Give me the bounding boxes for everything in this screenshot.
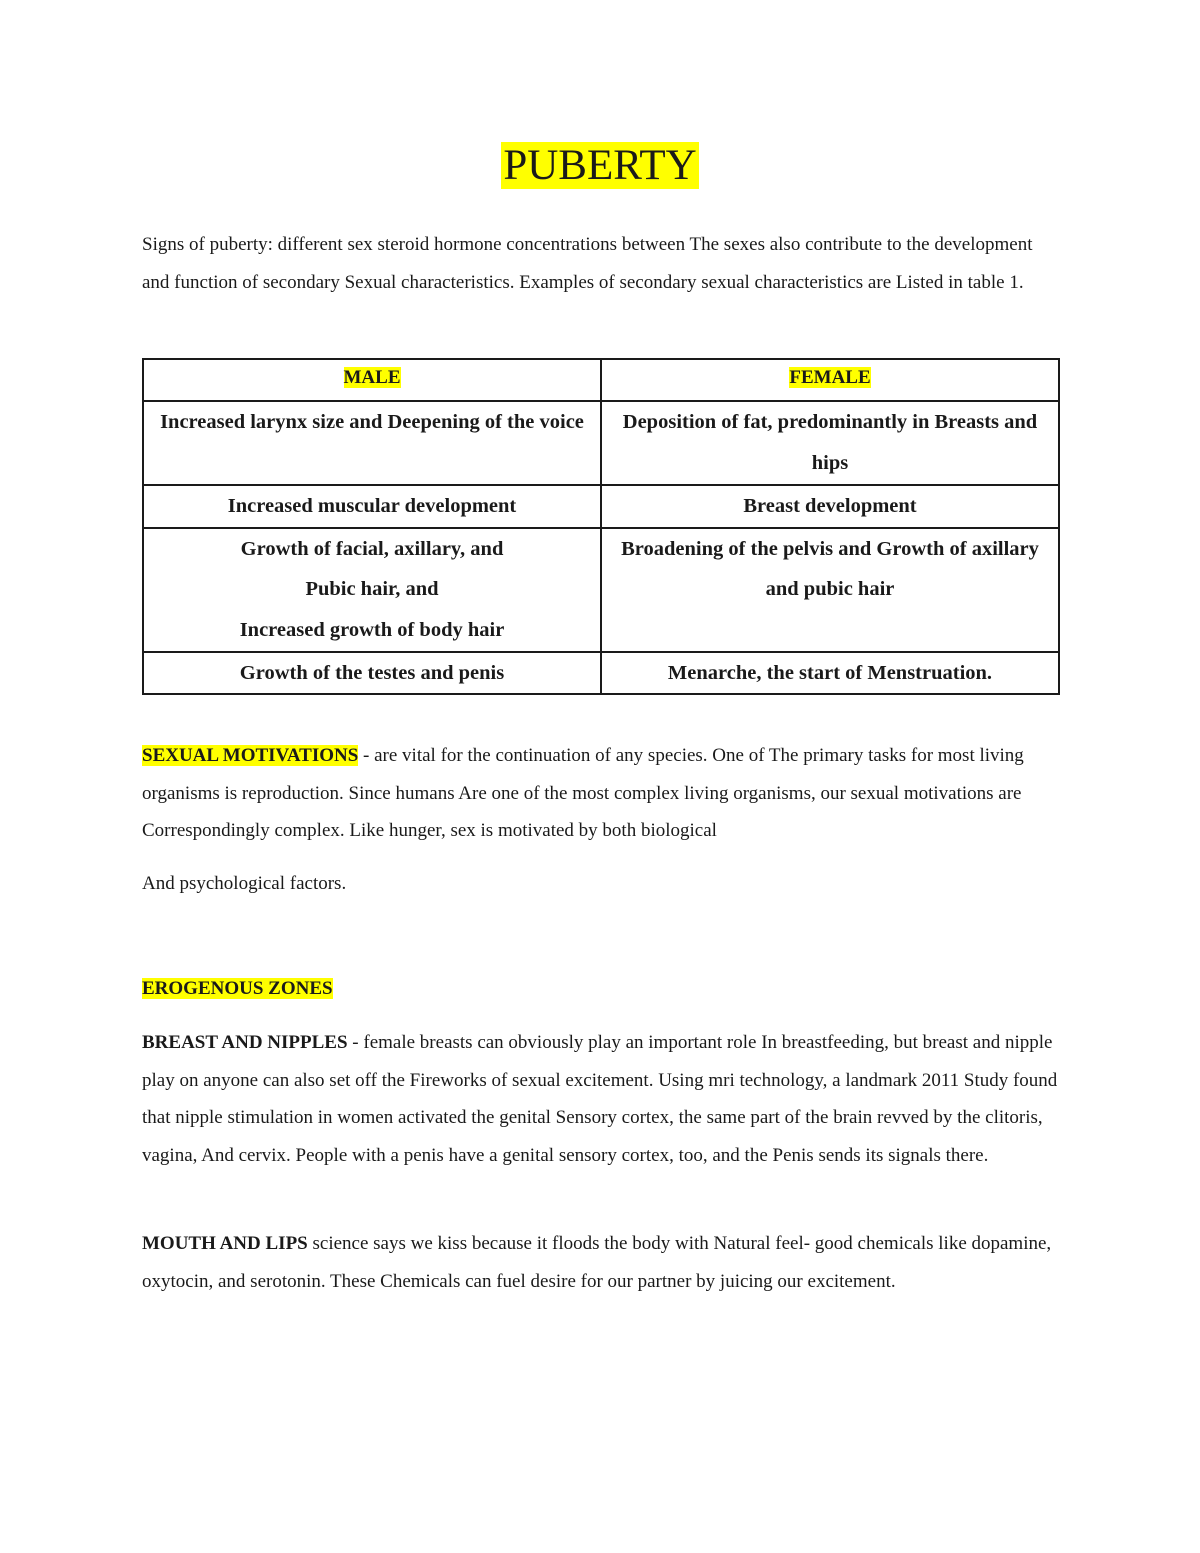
table-row: [143, 652, 1059, 695]
header-male: MALE: [143, 359, 601, 401]
cell-line: Growth of facial, axillary, and: [240, 537, 504, 560]
table-cell-male: Increased larynx size and Deepening of the voice: [143, 401, 601, 485]
page-title: [0, 138, 1200, 194]
sexual-motivations-text: - are vital for the continuation of any species. One of The primary tasks for most living organisms is reproduction. Since humans Are one of the most complex living organisms, our sexual motivations are Correspondingly complex. Like hunger, sex is motivated by both biological: [142, 745, 1024, 841]
table-row: [143, 401, 1059, 485]
page-title-text: PUBERTY: [503, 142, 697, 189]
header-female: FEMALE: [601, 359, 1059, 401]
sexual-motivations-continued: And psychological factors.: [142, 873, 347, 894]
table-cell-male: Increased muscular development: [143, 485, 601, 528]
mouth-label: MOUTH AND LIPS: [142, 1233, 308, 1254]
erogenous-zones-heading-line: [142, 970, 1062, 1008]
intro-paragraph: Signs of puberty: different sex steroid hormone concentrations between The sexes also contribute to the development and function of secondary Sexual characteristics. Examples of secondary sexual characteristics are Listed in table 1.: [142, 234, 1033, 293]
table-cell-female: Breast development: [601, 485, 1059, 528]
mouth-text: science says we kiss because it floods the body with Natural feel- good chemicals like dopamine, oxytocin, and serotonin. These Chemicals can fuel desire for our partner by juicing our excitement.: [142, 1233, 1052, 1292]
table-header-row: [143, 359, 1059, 401]
table-row: [143, 485, 1059, 528]
table-row: [143, 528, 1059, 652]
table-cell-male: Growth of the testes and penis: [143, 652, 601, 695]
table-cell-female: Broadening of the pelvis and Growth of axillary and pubic hair: [601, 528, 1059, 652]
breast-paragraph: [142, 1024, 1062, 1174]
cell-line: Increased growth of body hair: [239, 618, 505, 641]
characteristics-table: [142, 358, 1060, 695]
sexual-motivations-heading: SEXUAL MOTIVATIONS: [142, 745, 359, 766]
erogenous-zones-heading: EROGENOUS ZONES: [142, 978, 333, 999]
table-cell-male: [143, 528, 601, 652]
sexual-motivations-paragraph: [142, 737, 1062, 850]
cell-line: Pubic hair, and: [305, 578, 439, 600]
breast-label: BREAST AND NIPPLES: [142, 1032, 348, 1053]
table-cell-female: Deposition of fat, predominantly in Breasts and hips: [601, 401, 1059, 485]
table-cell-female: Menarche, the start of Menstruation.: [601, 652, 1059, 695]
mouth-paragraph: [142, 1225, 1062, 1300]
breast-text: - female breasts can obviously play an important role In breastfeeding, but breast and nipple play on anyone can also set off the Fireworks of sexual excitement. Using mri technology, a landmark 2011 Study found that nipple stimulation in women activated the genital Sensory cortex, the same part of the brain revved by the clitoris, vagina, And cervix. People with a penis have a genital sensory cortex, too, and the Penis sends its signals there.: [142, 1032, 1058, 1166]
